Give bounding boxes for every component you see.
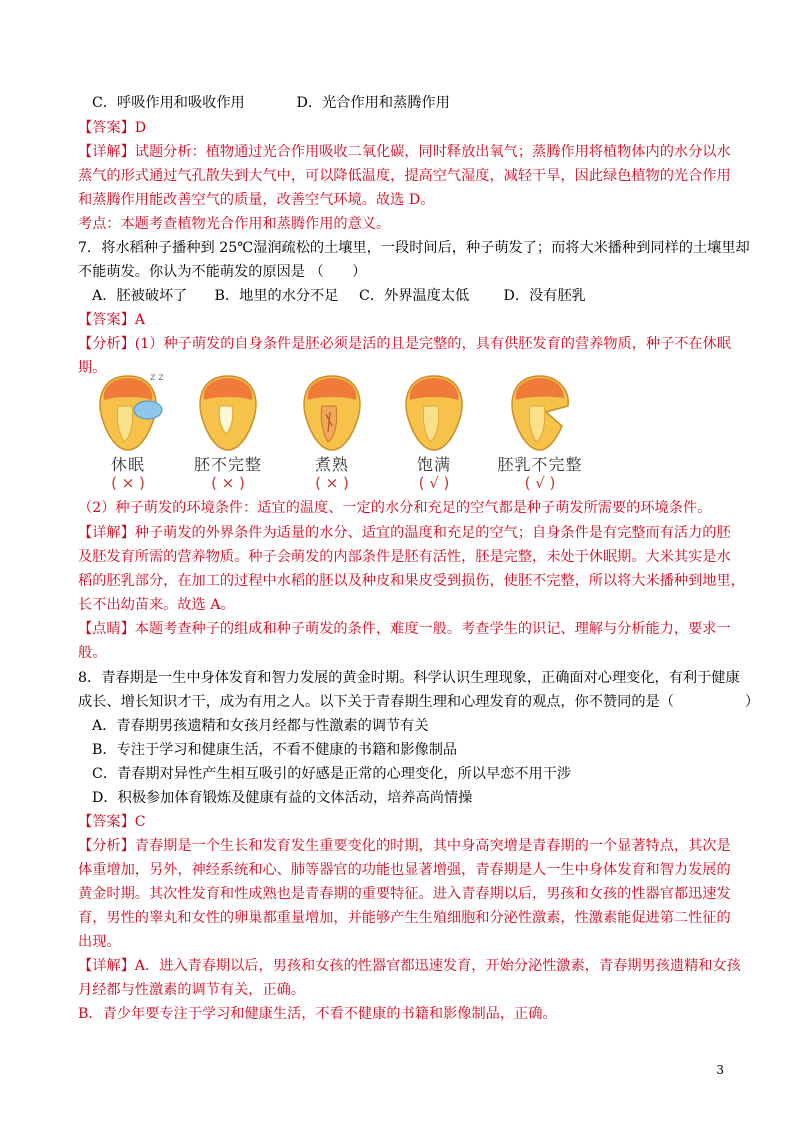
seed-label: 煮熟 bbox=[314, 455, 349, 474]
q8-detail-line-2: 月经都与性激素的调节有关，正确。 bbox=[78, 982, 306, 998]
seed-label: 饱满 bbox=[416, 455, 451, 474]
q7-option-a: A．胚被破坏了 bbox=[92, 288, 188, 304]
q7-detail-line-2: 及胚发育所需的营养物质。种子会萌发的内部条件是胚有活性，胚是完整，未处于休眠期。大米其实是水 bbox=[78, 549, 731, 565]
seed-mark: ( √ ) bbox=[418, 474, 450, 492]
seed-embryo-incomplete-icon bbox=[188, 370, 268, 454]
seed-label: 胚乳不完整 bbox=[497, 455, 583, 474]
seed-cooked-icon bbox=[292, 370, 372, 454]
seed-label: 胚不完整 bbox=[193, 455, 262, 474]
q8-option-a: A．青春期男孩遗精和女孩月经都与性激素的调节有关 bbox=[92, 718, 429, 734]
seed-dormant-icon bbox=[88, 370, 168, 454]
q8-option-d: D．积极参加体育锻炼及健康有益的文体活动，培养高尚情操 bbox=[92, 790, 473, 806]
q7-analysis-line-2: 期。 bbox=[78, 360, 107, 376]
q8-analysis-line-1: 【分析】青春期是一个生长和发育发生重要变化的时期，其中身高突增是青春期的一个显著特点，其次是 bbox=[78, 838, 731, 854]
q7-stem-line-2: 不能萌发。你认为不能萌发的原因是 （ ） bbox=[78, 264, 367, 280]
seed-label: 休眠 bbox=[110, 455, 145, 474]
q8-option-b: B．专注于学习和健康生活，不看不健康的书籍和影像制品 bbox=[92, 742, 458, 758]
q8-analysis-line-5: 出现。 bbox=[78, 934, 121, 950]
q6-option-c: C．呼吸作用和吸收作用 bbox=[92, 95, 245, 111]
seed-mark: ( × ) bbox=[211, 474, 245, 492]
q6-detail-line-1: 【详解】试题分析：植物通过光合作用吸收二氧化碳，同时释放出氧气；蒸腾作用将植物体内的水分以水 bbox=[78, 144, 731, 160]
seed-full-icon bbox=[394, 370, 474, 454]
q8-analysis-line-2: 体重增加，另外，神经系统和心、肺等器官的功能也显著增强，青春期是人一生中身体发育和智力发展的 bbox=[78, 862, 731, 878]
q6-options-line bbox=[92, 91, 732, 115]
q7-comment-line-2: 般。 bbox=[78, 645, 107, 661]
q8-analysis-line-3: 黄金时期。其次性发育和性成熟也是青春期的重要特征。进入青春期以后，男孩和女孩的性器官都迅速发 bbox=[78, 886, 731, 902]
q7-stem-line-1: 7．将水稻种子播种到 25℃湿润疏松的土壤里，一段时间后，种子萌发了；而将大米播种到同样的土壤里却 bbox=[78, 240, 750, 256]
q8-detail-line-3: B．青少年要专注于学习和健康生活，不看不健康的书籍和影像制品，正确。 bbox=[78, 1006, 557, 1022]
seed-endosperm-incomplete bbox=[497, 370, 583, 498]
q7-option-c: C．外界温度太低 bbox=[359, 288, 470, 304]
page-number: 3 bbox=[716, 1063, 724, 1077]
seed-mark: ( × ) bbox=[111, 474, 145, 492]
q7-answer: 【答案】A bbox=[78, 312, 145, 328]
q7-option-b: B．地里的水分不足 bbox=[214, 288, 339, 304]
q7-detail-line-4: 长不出幼苗来。故选 A。 bbox=[78, 597, 235, 613]
q6-kaodian: 考点：本题考查植物光合作用和蒸腾作用的意义。 bbox=[78, 216, 391, 232]
q7-detail-line-3: 稻的胚乳部分，在加工的过程中水稻的胚以及种皮和果皮受到损伤，使胚不完整，所以将大米播种到地里， bbox=[78, 573, 745, 589]
q8-stem-line-2: 成长、增长知识才干，成为有用之人。以下关于青春期生理和心理发育的观点，你不赞同的是（ ） bbox=[78, 694, 760, 710]
q7-option-d: D．没有胚乳 bbox=[503, 288, 586, 304]
q7-detail-line-1: 【详解】种子萌发的外界条件为适量的水分、适宜的温度和充足的空气；自身条件是有完整而有活力的胚 bbox=[78, 525, 731, 541]
q7-analysis-line-1: 【分析】(1）种子萌发的自身条件是胚必须是活的且是完整的，具有供胚发育的营养物质，种子不在休眠 bbox=[78, 336, 732, 352]
q6-answer: 【答案】D bbox=[78, 120, 147, 136]
q6-detail-line-2: 蒸气的形式通过气孔散失到大气中，可以降低温度，提高空气湿度，减轻干旱，因此绿色植物的光合作用 bbox=[78, 168, 731, 184]
q7-comment-line-1: 【点睛】本题考查种子的组成和种子萌发的条件，难度一般。考查学生的识记、理解与分析能力，要求一 bbox=[78, 621, 731, 637]
seed-dormant bbox=[88, 370, 168, 498]
q6-option-d: D．光合作用和蒸腾作用 bbox=[296, 95, 450, 111]
q6-detail-line-3: 和蒸腾作用能改善空气的质量，改善空气环境。故选 D。 bbox=[78, 192, 435, 208]
seed-cooked bbox=[292, 370, 372, 498]
q8-analysis-line-4: 育，男性的睾丸和女性的卵巢都重量增加，并能够产生生殖细胞和分泌性激素，性激素能促进第二性征的 bbox=[78, 910, 731, 926]
svg-text:z z: z z bbox=[150, 372, 164, 383]
q7-analysis-2: （2）种子萌发的环境条件：适宜的温度、一定的水分和充足的空气都是种子萌发所需要的环境条件。 bbox=[78, 500, 712, 516]
q8-detail-line-1: 【详解】A．进入青春期以后，男孩和女孩的性器官都迅速发育，开始分泌性激素，青春期男孩遗精和女孩 bbox=[78, 958, 741, 974]
seed-full bbox=[394, 370, 474, 498]
q8-stem-line-1: 8．青春期是一生中身体发育和智力发展的黄金时期。科学认识生理现象，正确面对心理变化，有利于健康 bbox=[78, 670, 740, 686]
seed-germination-figure bbox=[88, 370, 598, 498]
seed-mark: ( √ ) bbox=[524, 474, 556, 492]
q7-options-line bbox=[92, 284, 732, 308]
seed-embryo-incomplete bbox=[188, 370, 268, 498]
q8-answer: 【答案】C bbox=[78, 814, 146, 830]
seed-endosperm-incomplete-icon bbox=[500, 370, 580, 454]
q8-option-c: C．青春期对异性产生相互吸引的好感是正常的心理变化，所以早恋不用干涉 bbox=[92, 766, 572, 782]
seed-mark: ( × ) bbox=[315, 474, 349, 492]
